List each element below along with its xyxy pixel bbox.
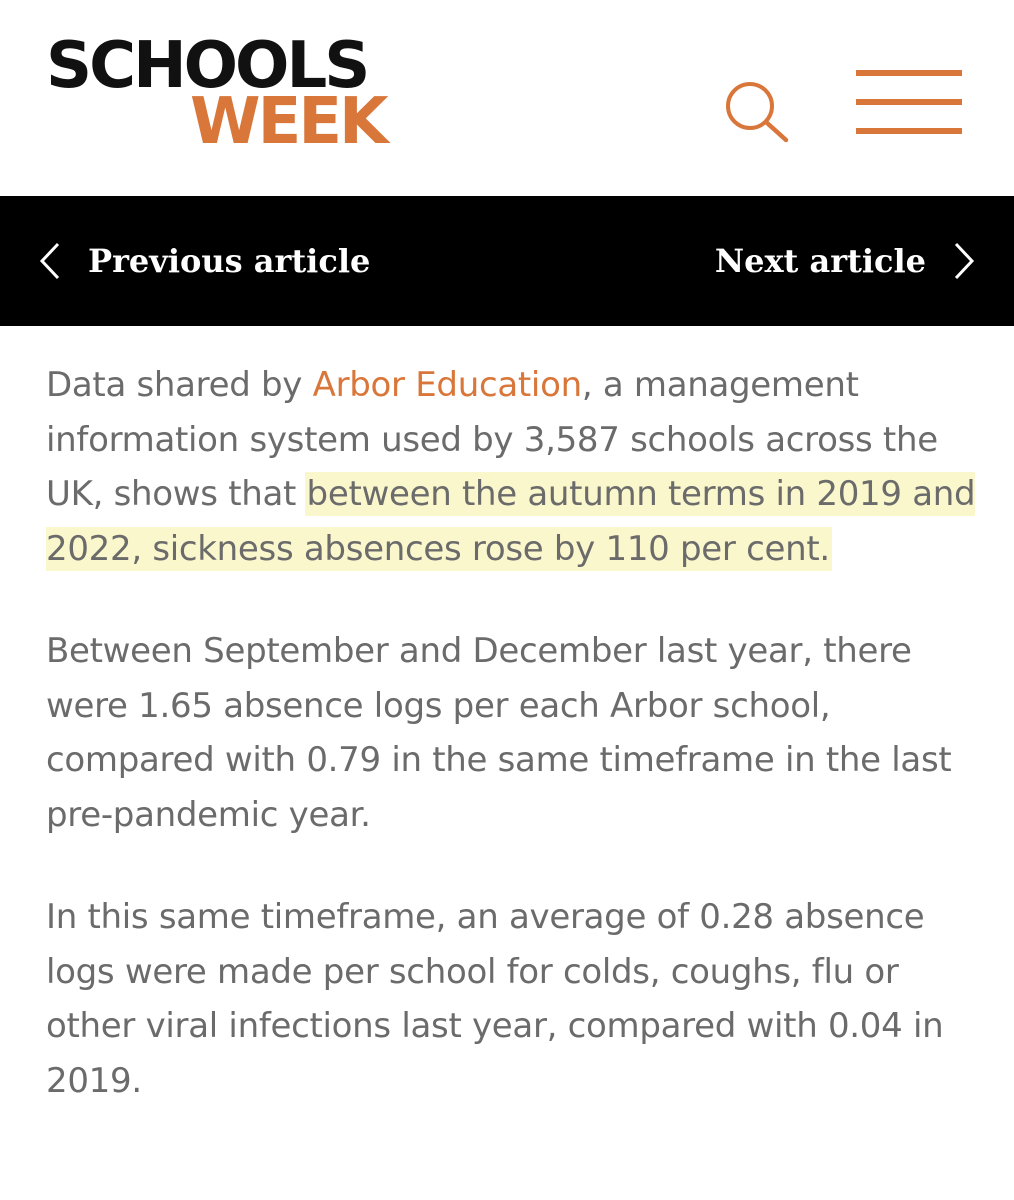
menu-button[interactable] (856, 68, 966, 140)
article-navigation (0, 196, 1014, 326)
article-body (46, 358, 986, 1108)
chevron-right-icon (952, 241, 976, 281)
paragraph-1-intro: Data shared by (46, 365, 313, 405)
search-icon (720, 76, 796, 146)
paragraph-1-middle: , a management information system used by 3,587 schools across the UK, shows that (46, 365, 938, 514)
previous-article-link[interactable] (38, 236, 370, 286)
next-article-label: Next article (714, 242, 926, 280)
arbor-education-link[interactable]: Arbor Education (312, 365, 582, 405)
site-logo[interactable] (46, 29, 406, 159)
paragraph-2: Between September and December last year, there were 1.65 absence logs per each Arbor school, compared with 0.79 in the same timeframe in the last pre-pandemic year. (46, 631, 952, 835)
paragraph-1 (46, 358, 986, 576)
logo-text-schools: SCHOOLS (46, 29, 368, 103)
next-article-link[interactable] (715, 236, 976, 286)
previous-article-label: Previous article (88, 242, 371, 280)
hamburger-menu-icon (856, 70, 962, 76)
paragraph-3: In this same timeframe, an average of 0.28 absence logs were made per school for colds, coughs, flu or other viral infections last year, compared with 0.04 in 2019. (46, 897, 944, 1101)
logo-text-week: WEEK (190, 85, 386, 159)
site-header (0, 0, 1014, 196)
highlighted-text: between the autumn terms in 2019 and 2022, sickness absences rose by 110 per cent. (46, 474, 976, 569)
search-button[interactable] (720, 76, 796, 146)
chevron-left-icon (38, 241, 62, 281)
